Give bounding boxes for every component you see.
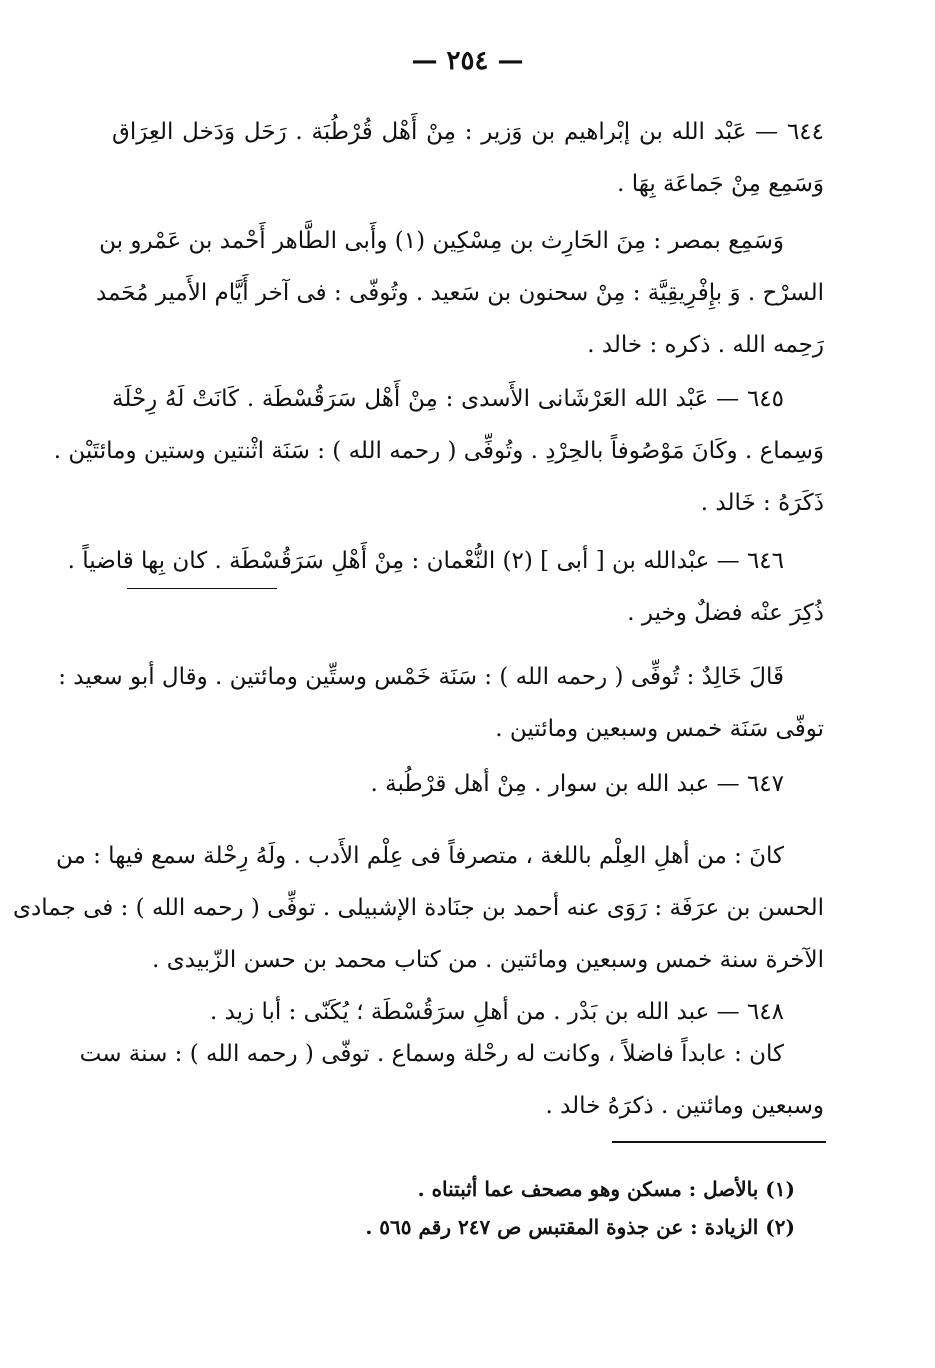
text-line: وَسَمِع بمصر : مِنَ الحَارِث بن مِسْكِين (١) وأَبى الطَّاهر أَحْمد بن عَمْرو بن — [99, 228, 784, 254]
footnotes — [155, 1170, 795, 1246]
underline-mark — [127, 588, 277, 589]
text-line: رَحِمه الله . ذكره : خالد . — [587, 332, 824, 358]
text-line: ٦٤٦ — عبْدالله بن [ أبى ] (٢) النُّعْمان : مِنْ أَهْلِ سَرَقُسْطَة . كان بِها قاضياً . — [67, 548, 784, 574]
text-line: ٦٤٧ — عبد الله بن سوار . مِنْ أهل قرْطُبة . — [370, 771, 784, 797]
text-line: السرْح . وَ بإِفْرِيقِيَّة : مِنْ سحنون بن سَعيد . وتُوفّى : فى آخر أَيَّام الأَمير مُحَمد — [95, 280, 824, 306]
text-line: توفّى سَنَة خمس وسبعين ومائتين . — [495, 716, 824, 742]
text-line: ٦٤٥ — عَبْد الله العَرْشَانى الأَسدى : مِنْ أَهْل سَرَقُسْطَة . كَانَتْ لَهُ رِحْلَة — [112, 386, 784, 412]
text-line: كانَ : من أهلِ العِلْم باللغة ، متصرفاً فى عِلْم الأَدب . ولَهُ رِحْلة سمع فيها : من — [55, 843, 784, 869]
entry-647-continued — [13, 830, 824, 1038]
entry-644-continued — [95, 215, 824, 371]
page-number: — ٢٥٤ — — [411, 46, 524, 76]
text-line: كان : عابداً فاضلاً ، وكانت له رحْلة وسماع . توفّى ( رحمه الله ) : سنة ست — [79, 1041, 784, 1067]
footnote-divider — [612, 1141, 826, 1143]
text-line: الحسن بن عرَفَة : رَوَى عنه أحمد بن جنَادة الإشبيلى . توفِّى ( رحمه الله ) : فى جمادى — [13, 895, 824, 921]
text-line: وسبعين ومائتين . ذكرَهُ خالد . — [545, 1093, 824, 1119]
text-line: ذُكِرَ عنْه فضلٌ وخير . — [627, 600, 824, 626]
text-line: الآخرة سنة خمس وسبعين ومائتين . من كتاب محمد بن حسن الزّبيدى . — [152, 947, 824, 973]
text-line: وَسَمِع مِنْ جَماعَة بِهَا . — [617, 171, 824, 197]
entry-645 — [53, 373, 824, 529]
entry-648-continued — [79, 1028, 824, 1132]
entry-647 — [112, 758, 824, 810]
text-line: ذَكَرَهُ : خَالد . — [700, 490, 824, 516]
entry-646-continued — [58, 651, 824, 755]
entry-646 — [67, 535, 824, 639]
text-line: ٦٤٤ — عَبْد الله بن إبْراهيم بن وَزير : مِنْ أَهْل قُرْطُبَة . رَحَل وَدَخل العِرَاق — [112, 119, 824, 145]
footnote-1: (١) بالأصل : مسكن وهو مصحف عما أثبتناه . — [417, 1177, 795, 1201]
footnote-2: (٢) الزيادة : عن جذوة المقتبس ص ٢٤٧ رقم ٥٦٥ . — [365, 1215, 795, 1239]
entry-644 — [112, 106, 824, 210]
text-line: وَسِماع . وكَانَ مَوْصُوفاً بالحِرْدِ . وتُوفِّى ( رحمه الله ) : سَنَة اثْنتين وستين ومائتَيْن . — [53, 438, 824, 464]
text-line: قَالَ خَالِدٌ : تُوفِّى ( رحمه الله ) : سَنَة خَمْس وستِّين ومائتين . وقال أبو سعيد : — [58, 664, 784, 690]
text-line: ٦٤٨ — عبد الله بن بَدْر . من أهلِ سرَقُسْطَة ؛ يُكَنّى : أبا زيد . — [209, 999, 784, 1025]
